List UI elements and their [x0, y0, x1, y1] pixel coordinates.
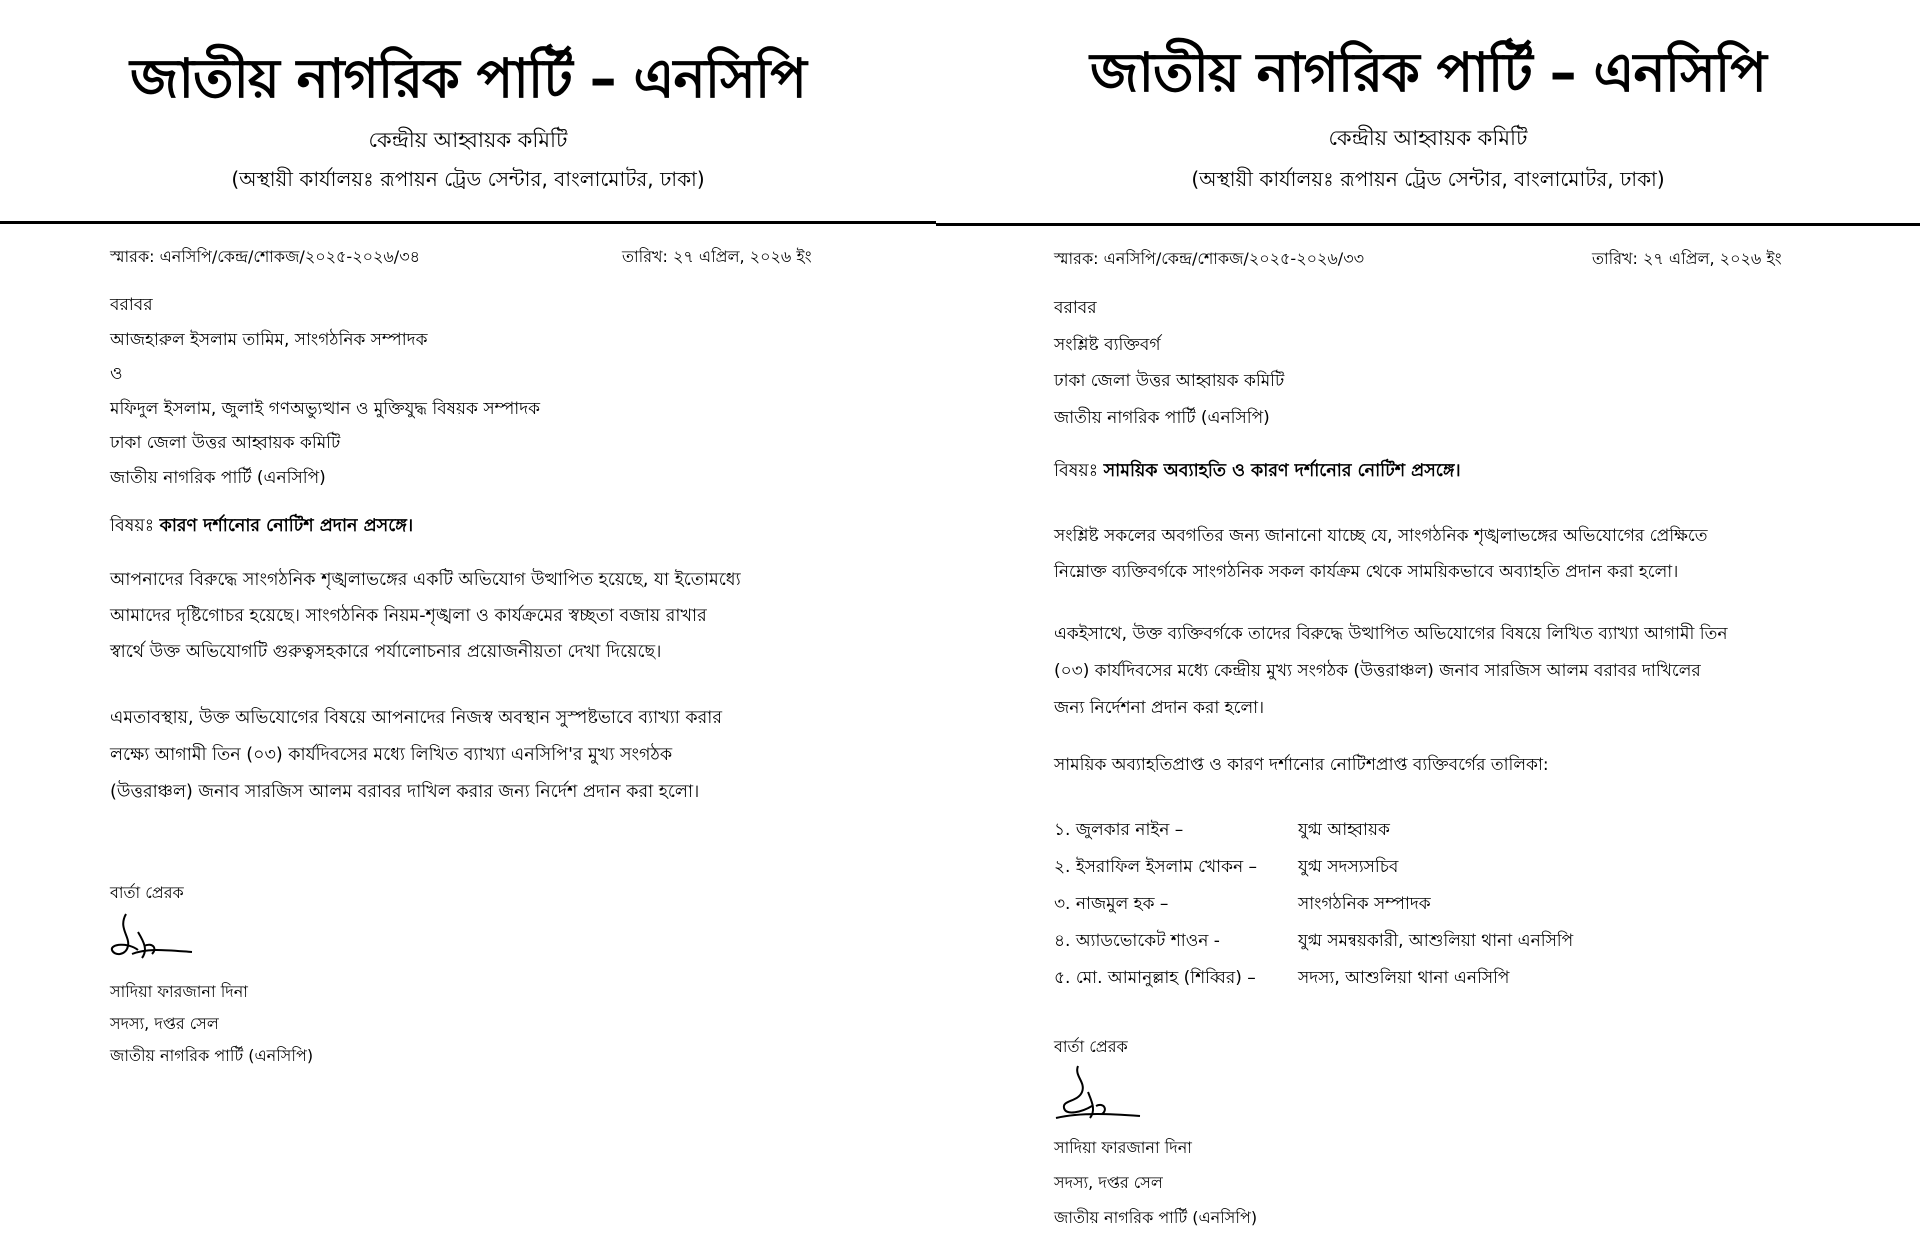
list-item-role: যুগ্ম সমন্বয়কারী, আশুলিয়া থানা এনসিপি: [1298, 931, 1574, 951]
signer-role: সদস্য, দপ্তর সেল: [1054, 1173, 1163, 1192]
list-item-role: সাংগঠনিক সম্পাদক: [1298, 894, 1431, 914]
subject-text: কারণ দর্শানোর নোটিশ প্রদান প্রসঙ্গে।: [159, 516, 414, 536]
addressee-line: জাতীয় নাগরিক পার্টি (এনসিপি): [110, 467, 326, 488]
signer-name: সাদিয়া ফারজানা দিনা: [1054, 1138, 1192, 1157]
addressee-block: [1054, 290, 1284, 436]
addressee-line: বরাবর: [1054, 298, 1097, 318]
signer-role: সদস্য, দপ্তর সেল: [110, 1014, 219, 1033]
party-title: জাতীয় নাগরিক পার্টি – এনসিপি: [130, 47, 806, 110]
subject-label: বিষয়ঃ: [110, 516, 160, 536]
signer-org: জাতীয় নাগরিক পার্টি (এনসিপি): [110, 1046, 314, 1065]
list-item-name: ২. ইসরাফিল ইসলাম খোকন –: [1054, 857, 1258, 877]
list-item: [1054, 960, 1573, 997]
paragraph-line: আমাদের দৃষ্টিগোচর হয়েছে। সাংগঠনিক নিয়ম-শৃঙ্খলা ও কার্যক্রমের স্বচ্ছতা বজায় রাখার: [110, 606, 707, 626]
signature: [1052, 1062, 1142, 1126]
office-address: (অস্থায়ী কার্যালয়ঃ রূপায়ন ট্রেড সেন্টার, বাংলামোটর, ঢাকা): [231, 167, 705, 192]
suspended-list: [1054, 812, 1573, 997]
signature: [108, 906, 194, 968]
notice-document-left: [0, 0, 936, 1258]
memo-date: তারিখ: ২৭ এপ্রিল, ২০২৬ ইং: [622, 247, 812, 266]
signer-name: সাদিয়া ফারজানা দিনা: [110, 982, 248, 1001]
paragraph-line: সংশ্লিষ্ট সকলের অবগতির জন্য জানানো যাচ্ছে যে, সাংগঠনিক শৃঙ্খলাভঙ্গের অভিযোগের প্রেক্ষিতে: [1054, 526, 1708, 546]
list-item-name: ১. জুলকার নাইন –: [1054, 820, 1184, 840]
letterhead: [0, 47, 936, 192]
signer-block: [1054, 1130, 1257, 1235]
addressee-line: জাতীয় নাগরিক পার্টি (এনসিপি): [1054, 407, 1270, 428]
paragraph-line: একইসাথে, উক্ত ব্যক্তিবর্গকে তাদের বিরুদ্ধে উত্থাপিত অভিযোগের বিষয়ে লিখিত ব্যাখ্যা আগামী তিন: [1054, 624, 1728, 644]
body-paragraph-2: [110, 700, 824, 811]
letterhead: [936, 41, 1920, 192]
list-title: সাময়িক অব্যাহতিপ্রাপ্ত ও কারণ দর্শানোর নোটিশপ্রাপ্ত ব্যক্তিবর্গের তালিকা:: [1054, 755, 1549, 775]
subject-text: সাময়িক অব্যাহতি ও কারণ দর্শানোর নোটিশ প্রসঙ্গে।: [1103, 461, 1461, 481]
paragraph-line: নিম্নোক্ত ব্যক্তিবর্গকে সাংগঠনিক সকল কার্যক্রম থেকে সাময়িকভাবে অব্যাহতি প্রদান করা হলো।: [1054, 562, 1679, 582]
addressee-line: ও: [110, 364, 123, 384]
paragraph-line: (উত্তরাঞ্চল) জনাব সারজিস আলম বরাবর দাখিল করার জন্য নির্দেশ প্রদান করা হলো।: [110, 782, 700, 802]
subject-line: [110, 513, 413, 540]
list-item: [1054, 886, 1573, 923]
subject-line: [1054, 458, 1461, 485]
addressee-line: আজহারুল ইসলাম তামিম, সাংগঠনিক সম্পাদক: [110, 329, 428, 350]
memo-reference: স্মারক: এনসিপি/কেন্দ্র/শোকজ/২০২৫-২০২৬/৩৩: [1054, 249, 1365, 268]
addressee-line: ঢাকা জেলা উত্তর আহ্বায়ক কমিটি: [1054, 371, 1285, 391]
paragraph-line: স্বার্থে উক্ত অভিযোগটি গুরুত্বসহকারে পর্যালোচনার প্রয়োজনীয়তা দেখা দিয়েছে।: [110, 642, 662, 662]
header-divider: [0, 221, 936, 224]
header-divider: [936, 223, 1920, 226]
signer-block: [110, 976, 313, 1072]
signer-org: জাতীয় নাগরিক পার্টি (এনসিপি): [1054, 1208, 1258, 1227]
notice-document-right: [936, 0, 1920, 1258]
paragraph-line: (০৩) কার্যদিবসের মধ্যে কেন্দ্রীয় মুখ্য সংগঠক (উত্তরাঞ্চল) জনাব সারজিস আলম বরাবর দাখিলের: [1054, 661, 1701, 681]
addressee-line: মফিদুল ইসলাম, জুলাই গণঅভ্যুত্থান ও মুক্তিযুদ্ধ বিষয়ক সম্পাদক: [110, 398, 541, 419]
list-item-role: সদস্য, আশুলিয়া থানা এনসিপি: [1298, 968, 1510, 988]
list-item-role: যুগ্ম সদস্যসচিব: [1298, 857, 1399, 877]
list-item-name: ৩. নাজমুল হক –: [1054, 894, 1169, 914]
list-item-role: যুগ্ম আহ্বায়ক: [1298, 820, 1390, 840]
paragraph-line: আপনাদের বিরুদ্ধে সাংগঠনিক শৃঙ্খলাভঙ্গের একটি অভিযোগ উত্থাপিত হয়েছে, যা ইতোমধ্যে: [110, 570, 741, 590]
committee-name: কেন্দ্রীয় আহ্বায়ক কমিটি: [1328, 126, 1528, 150]
list-item: [1054, 849, 1573, 886]
body-paragraph-1: [1054, 518, 1736, 590]
memo-date: তারিখ: ২৭ এপ্রিল, ২০২৬ ইং: [1592, 249, 1782, 268]
paragraph-line: এমতাবস্থায়, উক্ত অভিযোগের বিষয়ে আপনাদের নিজস্ব অবস্থান সুস্পষ্টভাবে ব্যাখ্যা করার: [110, 708, 722, 728]
paragraph-line: লক্ষ্যে আগামী তিন (০৩) কার্যদিবসের মধ্যে লিখিত ব্যাখ্যা এনসিপি'র মুখ্য সংগঠক: [110, 745, 673, 765]
addressee-line: ঢাকা জেলা উত্তর আহ্বায়ক কমিটি: [110, 433, 341, 453]
body-paragraph-2: [1054, 616, 1736, 727]
list-item-name: ৪. অ্যাডভোকেট শাওন -: [1054, 931, 1220, 951]
paragraph-line: জন্য নির্দেশনা প্রদান করা হলো।: [1054, 698, 1265, 718]
signoff-label: বার্তা প্রেরক: [1054, 1037, 1128, 1056]
list-item-name: ৫. মো. আমানুল্লাহ (শিব্বির) –: [1054, 968, 1256, 988]
subject-label: বিষয়ঃ: [1054, 461, 1104, 481]
memo-reference: স্মারক: এনসিপি/কেন্দ্র/শোকজ/২০২৫-২০২৬/৩৪: [110, 247, 420, 266]
list-item: [1054, 812, 1573, 849]
list-item: [1054, 923, 1573, 960]
committee-name: কেন্দ্রীয় আহ্বায়ক কমিটি: [368, 128, 568, 152]
addressee-line: বরাবর: [110, 295, 153, 315]
addressee-block: [110, 288, 540, 495]
body-paragraph-1: [110, 562, 824, 670]
addressee-line: সংশ্লিষ্ট ব্যক্তিবর্গ: [1054, 334, 1161, 355]
party-title: জাতীয় নাগরিক পার্টি – এনসিপি: [1090, 41, 1766, 104]
signoff-label: বার্তা প্রেরক: [110, 883, 184, 902]
office-address: (অস্থায়ী কার্যালয়ঃ রূপায়ন ট্রেড সেন্টার, বাংলামোটর, ঢাকা): [1191, 167, 1665, 192]
